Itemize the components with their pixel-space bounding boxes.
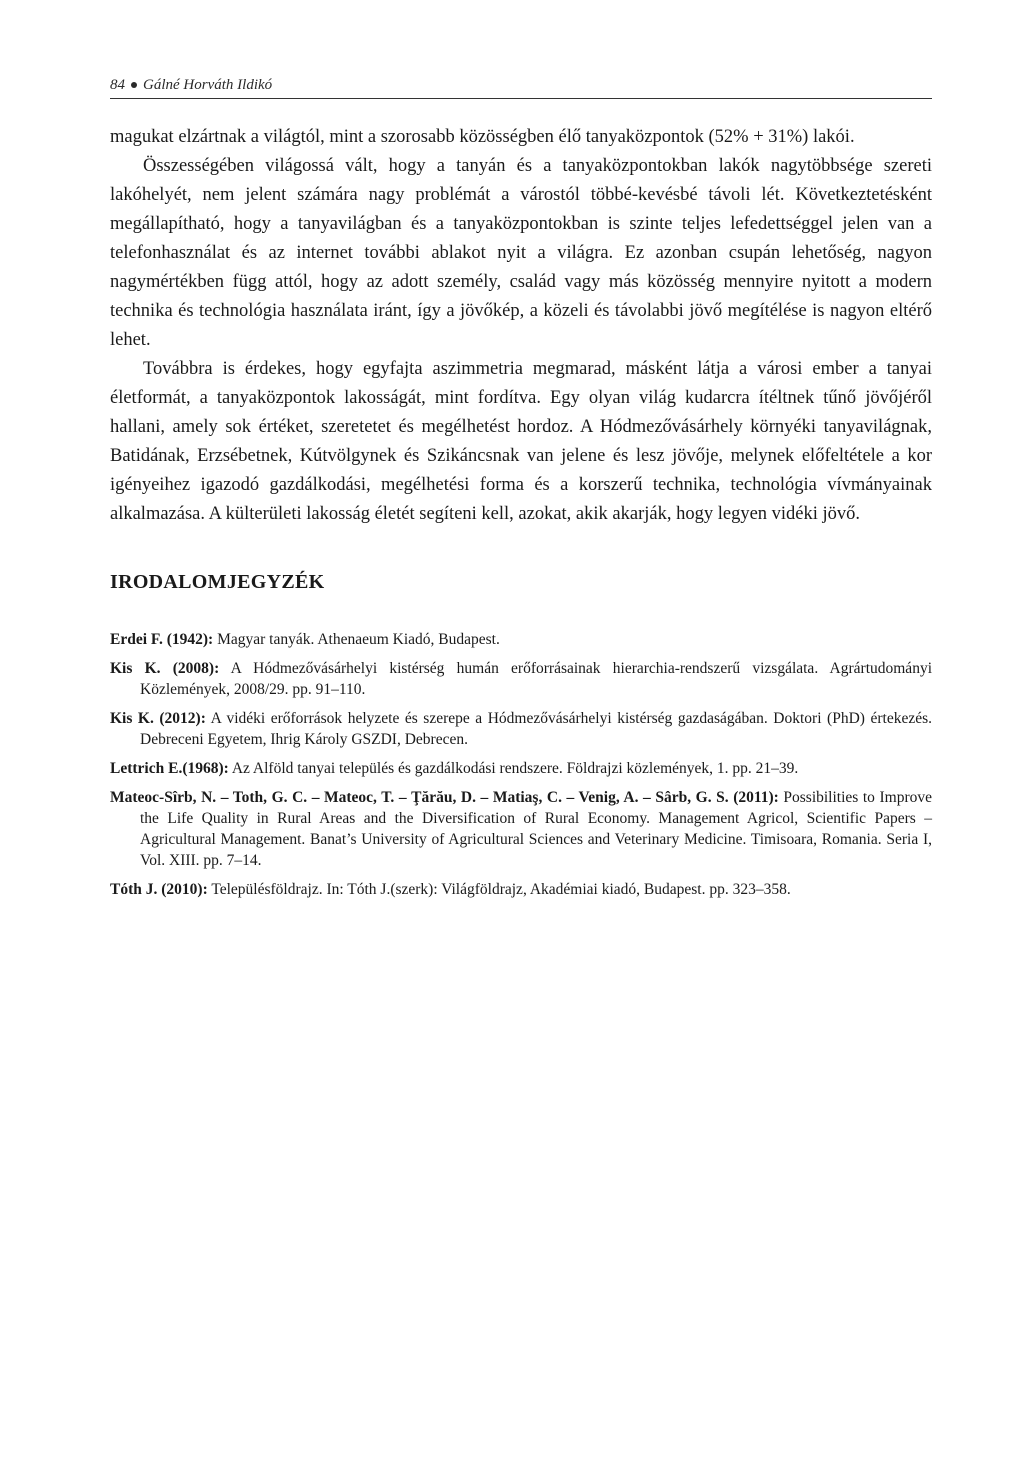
reference-item [110, 787, 932, 871]
header-author: Gálné Horváth Ildikó [143, 77, 273, 93]
bullet-icon [131, 82, 137, 88]
paragraph: Továbbra is érdekes, hogy egyfajta aszimmetria megmarad, másként látja a városi ember a tanyai életformát, a tanyaközpontok lakosságát, mint fordítva. Egy olyan világ kudarcra ítéltnek tűnő jövőjéről hallani, amely sok értéket, szeretetet és megélhetést hordoz. A Hódmezővásárhely környéki tanyavilágnak, Batidának, Erzsébetnek, Kútvölgynek és Szikáncsnak van jelene és lesz jövője, melynek előfeltétele a kor igényeihez igazodó gazdálkodási, megélhetési forma és a korszerű technika, technológia vívmányainak alkalmazása. A külterületi lakosság életét segíteni kell, azokat, akik akarják, hogy legyen vidéki jövő. [110, 359, 932, 524]
page [110, 76, 932, 908]
reference-author: Kis K. (2012): [110, 710, 206, 727]
paragraph: magukat elzártnak a világtól, mint a szorosabb közösségben élő tanyaközpontok (52% + 31%) lakói. [110, 127, 855, 147]
reference-text: Az Alföld tanyai település és gazdálkodási rendszere. Földrajzi közlemények, 1. pp. 21–39. [228, 760, 799, 777]
body-text [110, 123, 932, 529]
running-header [110, 76, 932, 99]
reference-author: Mateoc-Sîrb, N. – Toth, G. C. – Mateoc, T. – Ţărău, D. – Matiaş, C. – Venig, A. – Sârb, G. S. (2011): [110, 789, 779, 806]
reference-text: Magyar tanyák. Athenaeum Kiadó, Budapest. [213, 631, 500, 648]
page-number: 84 [110, 77, 125, 93]
reference-text: A Hódmezővásárhelyi kistérség humán erőforrásainak hierarchia-rendszerű vizsgálata. Agrártudományi Közlemények, 2008/29. pp. 91–110. [140, 660, 932, 698]
references-heading: IRODALOMJEGYZÉK [110, 571, 325, 593]
reference-text: Possibilities to Improve the Life Quality in Rural Areas and the Diversification of Rural Economy. Management Agricol, Scientific Papers – Agricultural Management. Banat’s University of Agricultural Sciences and Veterinary Medicine. Timisoara, Romania. Seria I, Vol. XIII. pp. 7–14. [140, 789, 932, 869]
reference-list [110, 629, 932, 900]
paragraph: Összességében világossá vált, hogy a tanyán és a tanyaközpontokban lakók nagytöbbsége szereti lakóhelyét, nem jelent számára nagy problémát a várostól többé-kevésbé távoli lét. Következtetésként megállapítható, hogy a tanyavilágban és a tanyaközpontokban is szinte teljes lefedettséggel jelen van a telefonhasználat és az internet további ablakot nyit a világra. Ez azonban csupán lehetőség, nagyon nagymértékben függ attól, hogy az adott személy, család vagy más közösség mennyire nyitott a modern technika és technológia használata iránt, így a jövőkép, a közeli és távolabbi jövő megítélése is nagyon eltérő lehet. [110, 156, 932, 350]
reference-author: Kis K. (2008): [110, 660, 220, 677]
reference-item [110, 708, 932, 750]
reference-author: Tóth J. (2010): [110, 881, 208, 898]
reference-item [110, 758, 932, 779]
reference-item [110, 879, 932, 900]
reference-item [110, 658, 932, 700]
reference-author: Lettrich E.(1968): [110, 760, 229, 777]
reference-item [110, 629, 932, 650]
reference-text: A vidéki erőforrások helyzete és szerepe a Hódmezővásárhelyi kistérség gazdaságában. Doktori (PhD) értekezés. Debreceni Egyetem, Ihrig Károly GSZDI, Debrecen. [140, 710, 933, 748]
reference-text: Településföldrajz. In: Tóth J.(szerk): Világföldrajz, Akadémiai kiadó, Budapest. pp. 323–358. [207, 881, 791, 898]
reference-author: Erdei F. (1942): [110, 631, 214, 648]
